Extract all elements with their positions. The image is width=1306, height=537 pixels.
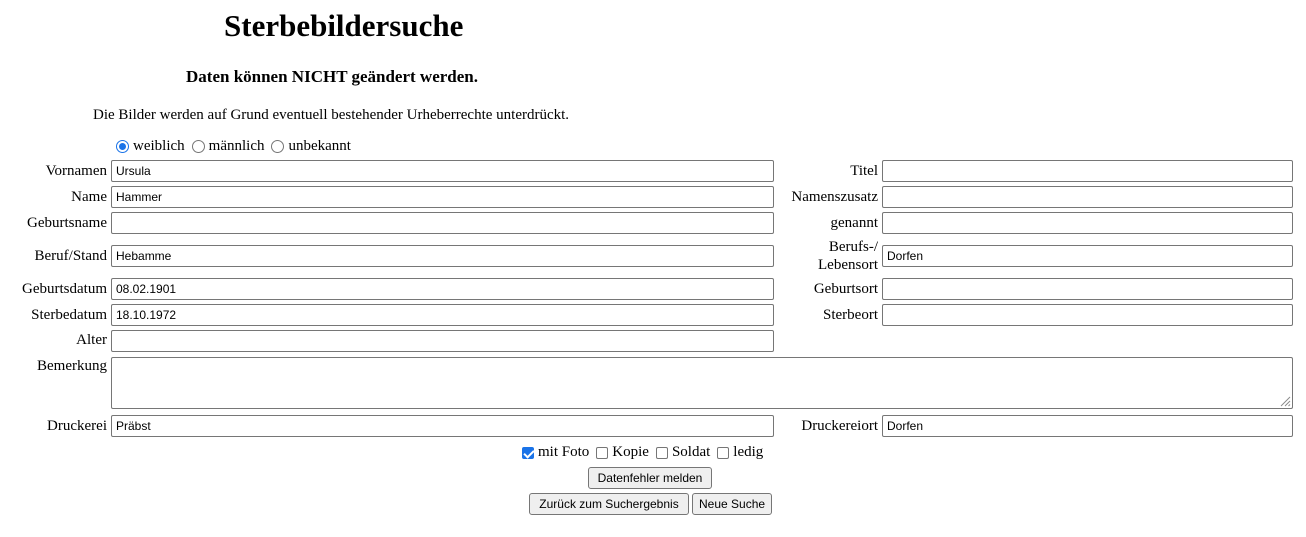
genannt-field[interactable]	[882, 212, 1293, 234]
gender-option-unbekannt[interactable]	[271, 138, 350, 155]
checkbox-label-ledig: ledig	[733, 444, 764, 460]
bemerkung-textarea[interactable]	[111, 357, 1293, 409]
lebensort-label-line2: Lebensort	[818, 257, 878, 273]
checkbox-mit-foto[interactable]	[522, 447, 534, 459]
checkbox-kopie[interactable]	[596, 447, 608, 459]
name-label: Name	[71, 189, 107, 205]
druckerei-field[interactable]: Präbst	[111, 415, 774, 437]
sterbeort-label: Sterbeort	[823, 307, 878, 323]
geburtsort-label: Geburtsort	[813, 281, 878, 297]
beruf-label: Beruf/Stand	[34, 248, 107, 264]
genannt-label: genannt	[830, 215, 878, 231]
copyright-note: Die Bilder werden auf Grund eventuell bestehender Urheberrechte unterdrückt.	[93, 107, 570, 123]
checkbox-label-kopie: Kopie	[612, 444, 649, 460]
druckerei-label: Druckerei	[47, 418, 107, 434]
geburtsname-label: Geburtsname	[27, 215, 107, 231]
checkbox-label-soldat: Soldat	[671, 444, 711, 460]
page-title: Sterbebildersuche	[224, 8, 464, 43]
checkbox-label-mit-foto: mit Foto	[538, 444, 590, 460]
namenszusatz-field[interactable]	[882, 186, 1293, 208]
gender-option-weiblich[interactable]	[116, 138, 185, 155]
radio-label-maennlich: männlich	[208, 138, 265, 154]
gender-option-maennlich[interactable]	[192, 138, 265, 155]
radio-unbekannt[interactable]	[271, 140, 284, 153]
alter-label: Alter	[76, 332, 107, 348]
lebensort-label-line1: Berufs-/	[828, 239, 878, 255]
sterbeort-field[interactable]	[882, 304, 1293, 326]
readonly-notice: Daten können NICHT geändert werden.	[186, 67, 479, 86]
name-field[interactable]: Hammer	[111, 186, 774, 208]
option-soldat[interactable]	[656, 444, 710, 461]
bemerkung-label: Bemerkung	[37, 358, 107, 374]
filter-checkbox-group	[522, 444, 770, 461]
titel-field[interactable]	[882, 160, 1293, 182]
resize-grip-icon[interactable]	[1279, 395, 1291, 407]
titel-label: Titel	[850, 163, 878, 179]
druckereiort-label: Druckereiort	[801, 418, 878, 434]
checkbox-soldat[interactable]	[656, 447, 668, 459]
vornamen-label: Vornamen	[45, 163, 107, 179]
radio-label-unbekannt: unbekannt	[288, 138, 351, 154]
option-kopie[interactable]	[596, 444, 649, 461]
report-error-button[interactable]: Datenfehler melden	[588, 467, 712, 489]
vornamen-field[interactable]: Ursula	[111, 160, 774, 182]
geburtsdatum-label: Geburtsdatum	[22, 281, 107, 297]
radio-weiblich[interactable]	[116, 140, 129, 153]
druckereiort-field[interactable]: Dorfen	[882, 415, 1293, 437]
radio-label-weiblich: weiblich	[133, 138, 185, 154]
back-to-results-button[interactable]: Zurück zum Suchergebnis	[529, 493, 689, 515]
option-ledig[interactable]	[717, 444, 763, 461]
gender-radio-group	[116, 138, 358, 155]
geburtsort-field[interactable]	[882, 278, 1293, 300]
geburtsdatum-field[interactable]: 08.02.1901	[111, 278, 774, 300]
namenszusatz-label: Namenszusatz	[791, 189, 878, 205]
sterbedatum-label: Sterbedatum	[31, 307, 107, 323]
new-search-button[interactable]: Neue Suche	[692, 493, 772, 515]
sterbedatum-field[interactable]: 18.10.1972	[111, 304, 774, 326]
alter-field[interactable]	[111, 330, 774, 352]
lebensort-field[interactable]: Dorfen	[882, 245, 1293, 267]
geburtsname-field[interactable]	[111, 212, 774, 234]
option-mit-foto[interactable]	[522, 444, 589, 461]
beruf-field[interactable]: Hebamme	[111, 245, 774, 267]
checkbox-ledig[interactable]	[717, 447, 729, 459]
radio-maennlich[interactable]	[192, 140, 205, 153]
